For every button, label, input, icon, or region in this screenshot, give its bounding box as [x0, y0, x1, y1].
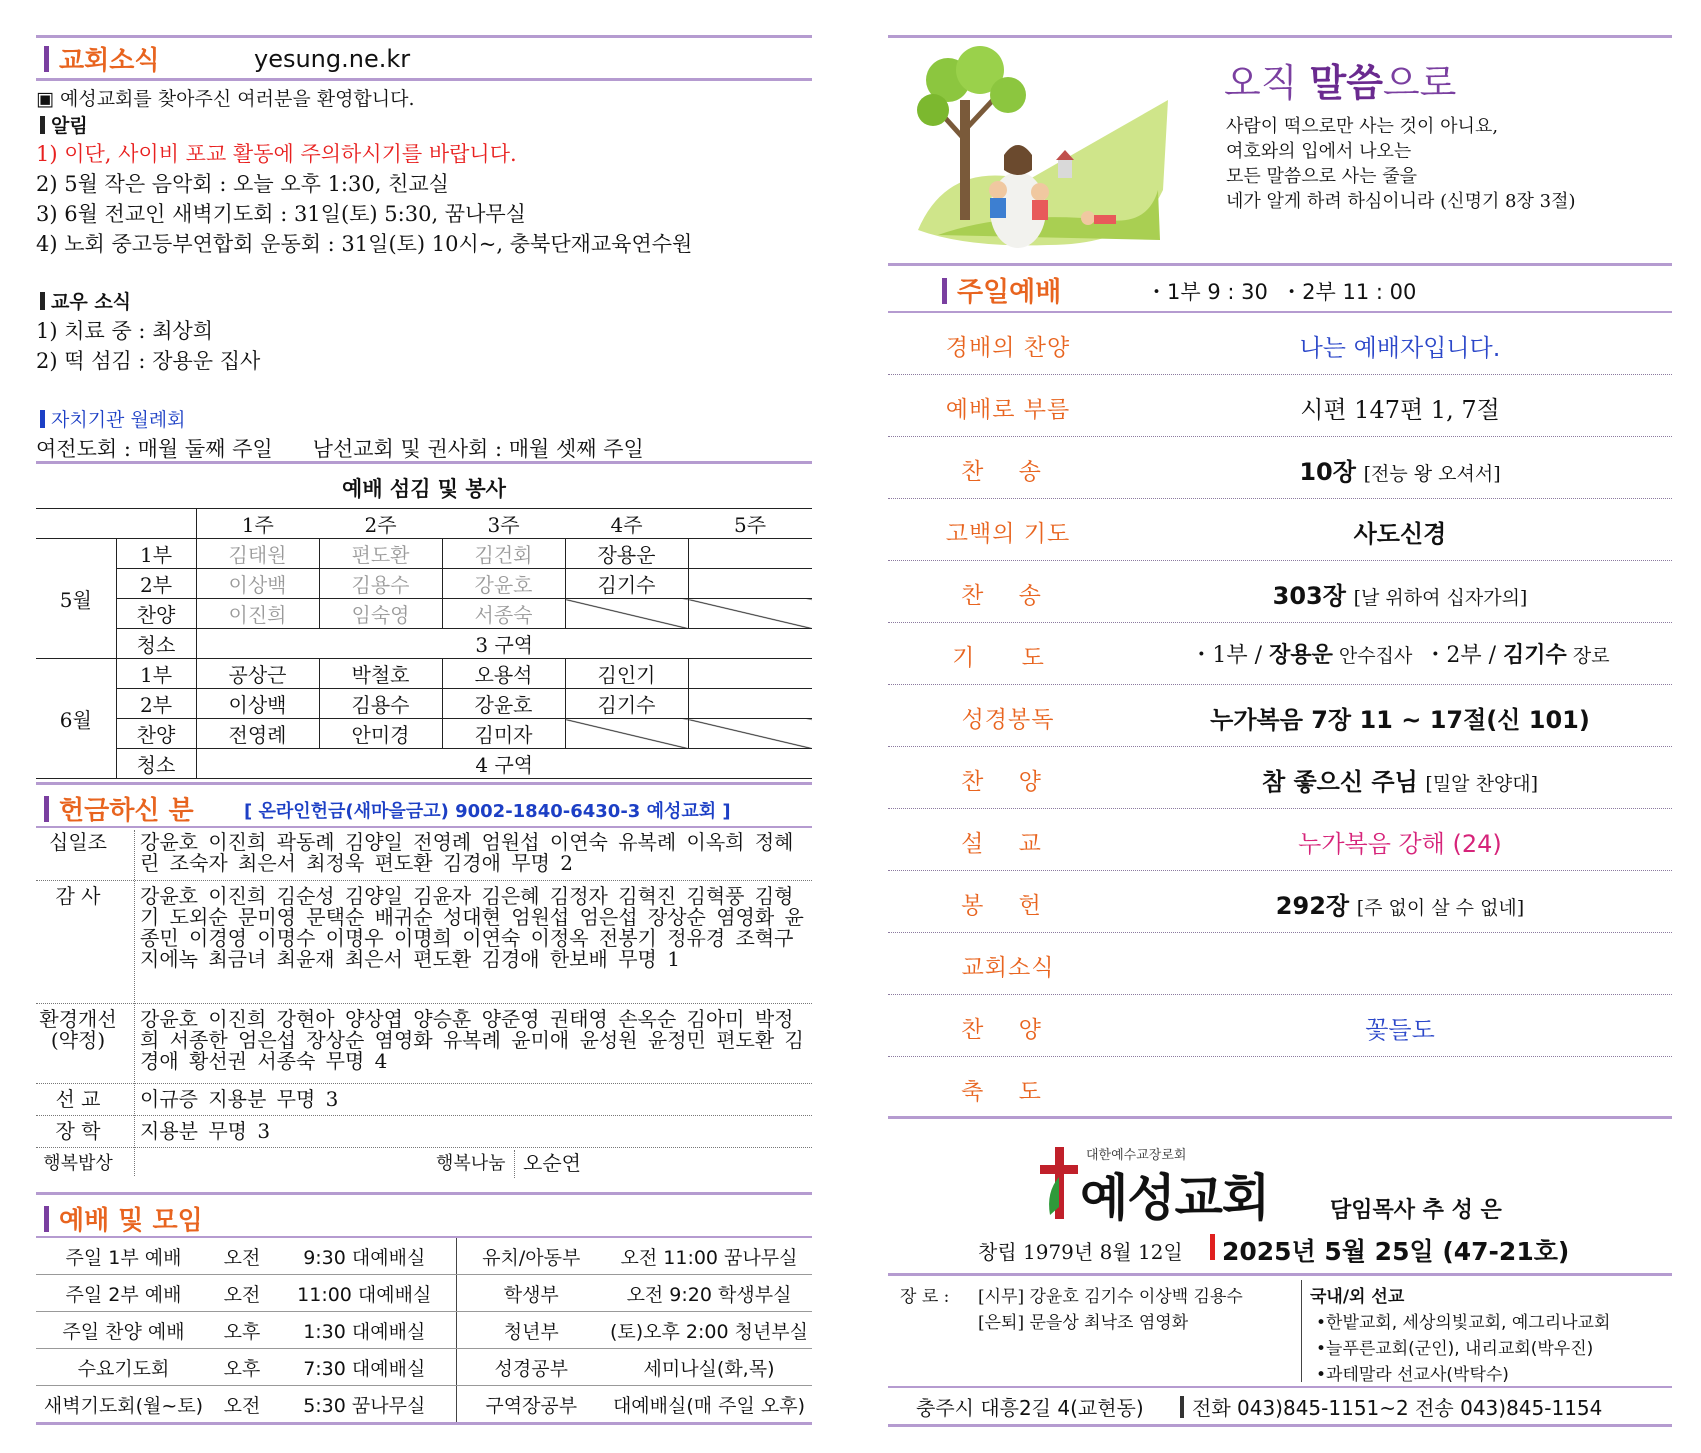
server-cell: 서종숙 — [442, 599, 565, 629]
order-label: 예배로 부름 — [945, 397, 1071, 423]
divider — [888, 1386, 1672, 1388]
row-label: 1부 — [116, 659, 196, 689]
meeting-table — [36, 1238, 812, 1425]
divider — [888, 1424, 1672, 1427]
prayer-leaders: ・1부 / 장용운 안수집사 ・2부 / 김기수 장로 — [1190, 643, 1610, 668]
server-cell: 이상백 — [196, 689, 319, 719]
order-label: 축 도 — [961, 1079, 1055, 1105]
meeting-ampm: 오후 — [211, 1349, 273, 1386]
row-separator — [36, 1147, 812, 1148]
offering-names: 강윤호 이진희 강현아 양상엽 양승훈 양준영 권태영 손옥순 김아미 박정희 서종한 엄은섭 장상순 염영화 유복례 윤미애 윤성원 윤정민 편도환 김경애 황선권 서종숙 무명 4 — [140, 1007, 804, 1073]
server-cell: 김미자 — [442, 719, 565, 749]
phone-fax: 전화 043)845-1151~2 전송 043)845-1154 — [1192, 1396, 1603, 1420]
week-header: 3주 — [442, 509, 565, 539]
row-label: 2부 — [116, 569, 196, 599]
cleaning-cell: 3 구역 — [196, 629, 812, 659]
worship-title: 주일예배 — [942, 270, 1061, 309]
order-value: 시편 147편 1, 7절 — [1300, 396, 1500, 424]
order-value: 꽃들도 — [1365, 1016, 1435, 1044]
server-cell — [688, 689, 812, 719]
meeting-name: 수요기도회 — [36, 1349, 211, 1386]
week-header: 2주 — [319, 509, 442, 539]
verse-line: 모든 말씀으로 사는 줄을 — [1226, 166, 1418, 187]
divider — [36, 826, 812, 828]
order-label: 찬 양 — [961, 1017, 1055, 1043]
row-separator — [36, 880, 812, 881]
meeting-ampm: 오전 — [211, 1275, 273, 1312]
order-label: 고백의 기도 — [945, 521, 1071, 547]
row-separator — [36, 1115, 812, 1116]
server-cell: 김기수 — [565, 569, 688, 599]
server-cell: 김용수 — [319, 569, 442, 599]
month-label: 6월 — [36, 659, 116, 779]
order-value: 10장 [전능 왕 오셔서] — [1299, 458, 1501, 486]
order-value: 참 좋으신 주님 [밀알 찬양대] — [1261, 768, 1539, 796]
meeting-name: 주일 1부 예배 — [36, 1238, 211, 1275]
meeting-ampm: 오전 — [211, 1386, 273, 1424]
mission-item: •한밭교회, 세상의빛교회, 예그리나교회 — [1316, 1313, 1611, 1333]
missions-title: 국내/외 선교 — [1310, 1287, 1405, 1307]
server-cell: 편도환 — [319, 539, 442, 569]
online-offering-account: [ 온라인헌금(새마을금고) 9002-1840-6430-3 예성교회 ] — [244, 801, 731, 822]
server-cell: 임숙영 — [319, 599, 442, 629]
server-cell — [688, 659, 812, 689]
offering-label: 선 교 — [55, 1087, 101, 1111]
order-value: 292장 [주 없이 살 수 없네] — [1275, 892, 1525, 920]
order-row — [888, 685, 1672, 747]
offering-title: 헌금하신 분 — [44, 790, 194, 827]
meeting-name: 새벽기도회(월~토) — [36, 1386, 211, 1424]
empty-cell — [565, 719, 688, 749]
meeting-time: 1:30 대예배실 — [273, 1312, 456, 1349]
week-header: 1주 — [196, 509, 319, 539]
divider — [36, 461, 812, 464]
org-title: 자치기관 월례회 — [40, 405, 186, 432]
cross-logo-icon — [1038, 1147, 1080, 1219]
server-cell: 오용석 — [442, 659, 565, 689]
accent-bar — [1210, 1234, 1215, 1260]
notice-item: 4) 노회 중고등부연합회 운동회 : 31일(토) 10시~, 충북단재교육연수원 — [36, 232, 693, 256]
row-label: 찬양 — [116, 599, 196, 629]
order-label: 성경봉독 — [961, 707, 1055, 733]
order-label: 교회소식 — [961, 955, 1055, 981]
member-news-title: 교우 소식 — [40, 287, 131, 314]
verse-line: 사람이 떡으로만 사는 것이 아니요, — [1226, 116, 1499, 137]
meeting-time: 9:30 대예배실 — [273, 1238, 456, 1275]
verse-line: 여호와의 입에서 나오는 — [1226, 141, 1412, 162]
meeting-time: 오전 11:00 꿈나무실 — [606, 1238, 812, 1275]
elders-active: [시무] 강윤호 김기수 이상백 김용수 — [978, 1287, 1243, 1307]
meeting-name: 주일 찬양 예배 — [36, 1312, 211, 1349]
vertical-divider — [1301, 1280, 1302, 1382]
order-label: 경배의 찬양 — [945, 335, 1071, 361]
server-cell: 김기수 — [565, 689, 688, 719]
order-row — [888, 809, 1672, 871]
member-news-item: 1) 치료 중 : 최상희 — [36, 319, 214, 343]
order-row — [888, 313, 1672, 375]
service-table — [36, 508, 812, 779]
server-cell: 김태원 — [196, 539, 319, 569]
pastor: 담임목사 추 성 은 — [1330, 1198, 1502, 1223]
meeting-name: 주일 2부 예배 — [36, 1275, 211, 1312]
worship-order — [888, 313, 1672, 1119]
accent-bar — [1180, 1396, 1184, 1418]
verse-line: 네가 알게 하려 하심이니라 (신명기 8장 3절) — [1226, 191, 1576, 212]
row-label: 2부 — [116, 689, 196, 719]
server-cell: 이상백 — [196, 569, 319, 599]
meeting-time: 7:30 대예배실 — [273, 1349, 456, 1386]
week-header: 5주 — [688, 509, 812, 539]
founded-date: 창립 1979년 8월 12일 — [978, 1240, 1183, 1264]
meeting-ampm: 오전 — [211, 1238, 273, 1275]
mission-item: •늘푸른교회(군인), 내리교회(박우진) — [1316, 1339, 1594, 1359]
offering-label: 십일조 — [49, 830, 107, 854]
offering-label: 행복밥상 — [43, 1153, 113, 1174]
empty-cell — [688, 719, 812, 749]
row-separator — [36, 1083, 812, 1084]
offering-label: 감 사 — [55, 884, 101, 908]
website[interactable]: yesung.ne.kr — [254, 45, 411, 73]
order-row — [888, 623, 1672, 685]
order-row — [888, 995, 1672, 1057]
meeting-name: 성경공부 — [456, 1349, 606, 1386]
meeting-time: 세미나실(화,목) — [606, 1349, 812, 1386]
meeting-time: 5:30 꿈나무실 — [273, 1386, 456, 1424]
worship-times: ・1부 9 : 30 ・2부 11 : 00 — [1146, 280, 1417, 304]
divider — [36, 782, 812, 785]
offering-names: 강윤호 이진희 곽동례 김양일 전영례 엄원섭 이연숙 유복례 이옥희 정혜린 조숙자 최은서 최정욱 편도환 김경애 무명 2 — [140, 830, 794, 875]
order-label: 기 도 — [952, 645, 1064, 671]
order-row — [888, 499, 1672, 561]
server-cell: 공상근 — [196, 659, 319, 689]
server-cell: 김건회 — [442, 539, 565, 569]
denomination: 대한예수교장로회 — [1086, 1148, 1187, 1163]
order-row — [888, 375, 1672, 437]
meeting-title: 예배 및 모임 — [44, 1200, 203, 1237]
cleaning-cell: 4 구역 — [196, 749, 812, 779]
meeting-name: 유치/아동부 — [456, 1238, 606, 1275]
meeting-name: 구역장공부 — [456, 1386, 606, 1424]
week-header: 4주 — [565, 509, 688, 539]
divider — [888, 1273, 1672, 1276]
order-value: 사도신경 — [1353, 520, 1447, 548]
offering-label: 행복나눔 — [436, 1153, 506, 1174]
org-text: 여전도회 : 매월 둘째 주일 남선교회 및 권사회 : 매월 셋째 주일 — [36, 437, 644, 461]
order-label: 봉 헌 — [961, 893, 1055, 919]
month-label: 5월 — [36, 539, 116, 659]
meeting-time: 11:00 대예배실 — [273, 1275, 456, 1312]
notice-item: 1) 이단, 사이비 포교 활동에 주의하시기를 바랍니다. — [36, 142, 517, 166]
elders-label: 장 로 : — [900, 1287, 950, 1307]
server-cell: 안미경 — [319, 719, 442, 749]
member-news-item: 2) 떡 섬김 : 장용운 집사 — [36, 349, 261, 373]
offering-names: 이규증 지용분 무명 3 — [140, 1087, 339, 1111]
order-value: 누가복음 7장 11 ~ 17절(신 101) — [1210, 706, 1590, 734]
server-cell: 김용수 — [319, 689, 442, 719]
divider — [36, 35, 812, 38]
offering-label: 환경개선 (약정) — [39, 1007, 117, 1052]
divider — [888, 1116, 1672, 1119]
divider — [888, 35, 1672, 38]
offering-names: 지용분 무명 3 — [140, 1119, 271, 1143]
order-row — [888, 437, 1672, 499]
empty-cell — [688, 599, 812, 629]
meeting-time: (토)오후 2:00 청년부실 — [606, 1312, 812, 1349]
meeting-name: 청년부 — [456, 1312, 606, 1349]
server-cell: 김인기 — [565, 659, 688, 689]
order-value: 나는 예배자입니다. — [1299, 334, 1501, 362]
notice-title: 알림 — [40, 111, 88, 138]
order-row — [888, 871, 1672, 933]
notice-item: 2) 5월 작은 음악회 : 오늘 오후 1:30, 친교실 — [36, 172, 449, 196]
row-label: 청소 — [116, 629, 196, 659]
service-table-title: 예배 섬김 및 봉사 — [342, 477, 506, 501]
notice-item: 3) 6월 전교인 새벽기도회 : 31일(토) 5:30, 꿈나무실 — [36, 202, 526, 226]
order-label: 찬 양 — [961, 769, 1055, 795]
order-row — [888, 747, 1672, 809]
address: 충주시 대흥2길 4(교현동) — [916, 1396, 1144, 1420]
order-row — [888, 933, 1672, 995]
server-cell: 강윤호 — [442, 689, 565, 719]
order-label: 찬 송 — [961, 583, 1055, 609]
jesus-with-children-illustration — [908, 40, 1178, 250]
meeting-ampm: 오후 — [211, 1312, 273, 1349]
server-cell — [688, 539, 812, 569]
meeting-time: 대예배실(매 주일 오후) — [606, 1386, 812, 1424]
issue-date: 2025년 5월 25일 (47-21호) — [1222, 1237, 1570, 1266]
order-label: 설 교 — [961, 831, 1055, 857]
meeting-time: 오전 9:20 학생부실 — [606, 1275, 812, 1312]
empty-cell — [565, 599, 688, 629]
church-news-title: 교회소식 — [44, 40, 159, 77]
offering-names: 오순연 — [523, 1151, 581, 1175]
divider — [36, 78, 812, 81]
server-cell: 박철호 — [319, 659, 442, 689]
order-row — [888, 561, 1672, 623]
server-cell: 강윤호 — [442, 569, 565, 599]
elders-retired: [은퇴] 문을상 최낙조 염영화 — [978, 1313, 1189, 1333]
server-cell — [688, 569, 812, 599]
motto: 오직 말씀으로 — [1224, 61, 1457, 105]
row-label: 찬양 — [116, 719, 196, 749]
row-separator — [36, 1003, 812, 1004]
row-label: 청소 — [116, 749, 196, 779]
order-label: 찬 송 — [961, 459, 1055, 485]
offering-names: 강윤호 이진희 김순성 김양일 김윤자 김은혜 김정자 김혁진 김혁풍 김형기 도외순 문미영 문택순 배귀순 성대현 엄원섭 엄은섭 장상순 염영화 윤종민 이경영 이명수 이명우 이명희 이연숙 이정옥 전봉기 정유경 조혁구 지에녹 최금녀 최윤재 최은서 편도환 김경애 한보배 무명 1 — [140, 884, 804, 971]
server-cell: 전영례 — [196, 719, 319, 749]
order-value: 누가복음 강해 (24) — [1298, 830, 1502, 858]
divider — [888, 263, 1672, 266]
server-cell: 장용운 — [565, 539, 688, 569]
order-row — [888, 1057, 1672, 1119]
order-value: 303장 [날 위하여 십자가의] — [1272, 582, 1528, 610]
welcome-text: ▣ 예성교회를 찾아주신 여러분을 환영합니다. — [36, 88, 415, 110]
divider — [36, 1192, 812, 1195]
server-cell: 이진희 — [196, 599, 319, 629]
church-name: 예성교회 — [1080, 1169, 1270, 1227]
mission-item: •과테말라 선교사(박탁수) — [1316, 1365, 1509, 1385]
meeting-name: 학생부 — [456, 1275, 606, 1312]
column-separator — [514, 1150, 515, 1178]
row-label: 1부 — [116, 539, 196, 569]
offering-label: 장 학 — [55, 1119, 101, 1143]
